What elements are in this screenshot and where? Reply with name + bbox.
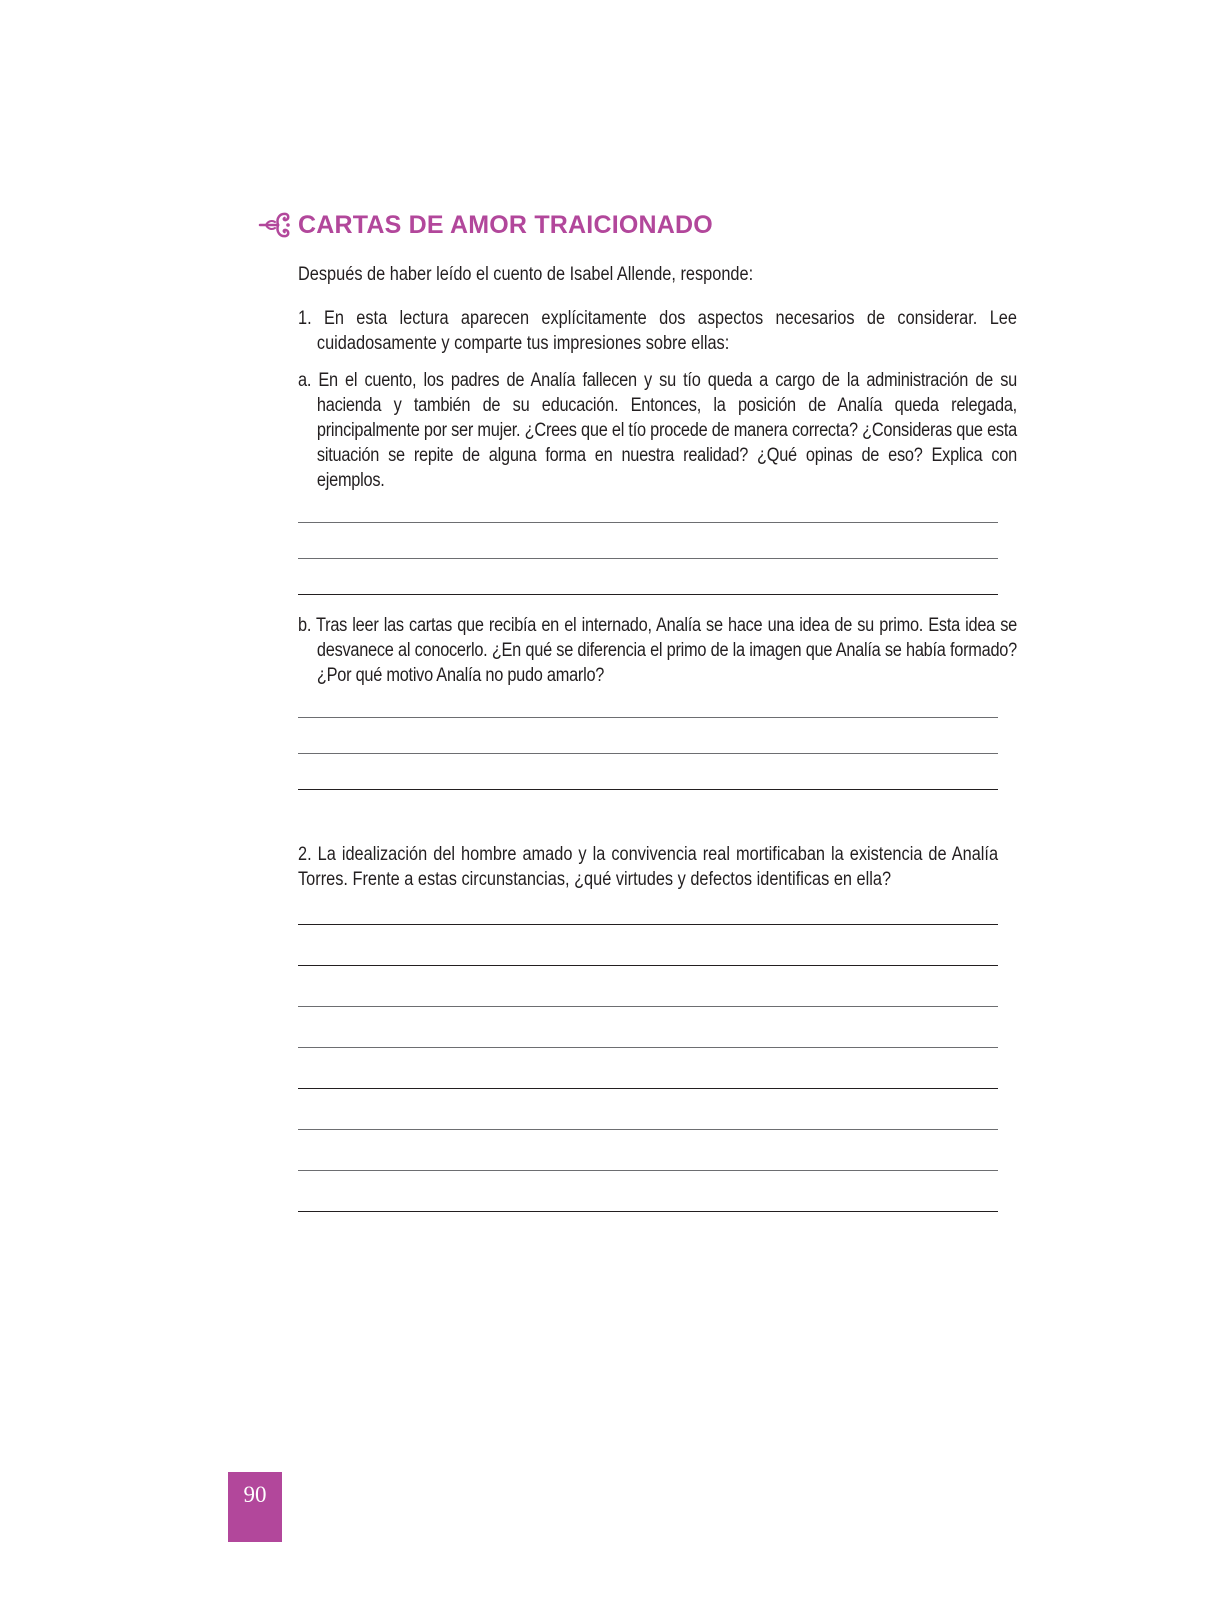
question-2-text: 2. La idealización del hombre amado y la convivencia real mortificaban la existencia de Analía Torres. Frente a estas circunstancias, ¿qué virtudes y defectos identificas en ella? [298,844,999,890]
answer-line-2-5[interactable] [298,1088,998,1089]
answer-line-2-7[interactable] [298,1170,998,1171]
answer-line-1b-1[interactable] [298,717,998,718]
intro-text: Después de haber leído el cuento de Isabel Allende, responde: [298,264,754,285]
question-1-text: 1. En esta lectura aparecen explícitamente dos aspectos necesarios de considerar. Lee cuidadosamente y comparte tus impresiones sobre ellas: [298,308,1017,354]
answer-line-2-4[interactable] [298,1047,998,1048]
answer-line-2-8[interactable] [298,1211,998,1212]
section-heading [258,208,713,242]
question-1b-text: b. Tras leer las cartas que recibía en el internado, Analía se hace una idea de su primo. Esta idea se desvanece al conocerlo. ¿En qué se diferencia el primo de la imagen que Analía se había formado? ¿Por qué motivo Analía no pudo amarlo? [298,615,1017,686]
answer-line-1a-2[interactable] [298,558,998,559]
answer-line-2-2[interactable] [298,965,998,966]
question-1a-text: a. En el cuento, los padres de Analía fallecen y su tío queda a cargo de la administración de su hacienda y también de su educación. Entonces, la posición de Analía queda relegada, principalmente por ser mujer. ¿Crees que el tío procede de manera correcta? ¿Consideras que esta situación se repite de alguna forma en nuestra realidad? ¿Qué opinas de eso? Explica con ejemplos. [298,370,1017,491]
answer-line-1b-2[interactable] [298,753,998,754]
answer-line-2-3[interactable] [298,1006,998,1007]
answer-line-2-1[interactable] [298,924,998,925]
answer-line-1a-3[interactable] [298,594,998,595]
fleur-ornament-icon [258,208,292,242]
answer-line-2-6[interactable] [298,1129,998,1130]
answer-line-1a-1[interactable] [298,522,998,523]
section-title: CARTAS DE AMOR TRAICIONADO [298,210,713,239]
page-number-box [228,1472,282,1542]
answer-line-1b-3[interactable] [298,789,998,790]
page-number: 90 [243,1482,267,1507]
